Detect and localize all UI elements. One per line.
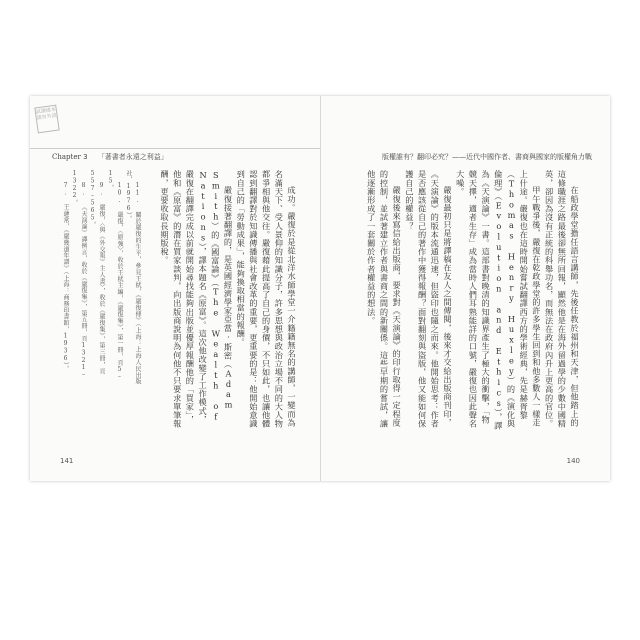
left-running-head: [52, 152, 168, 162]
page-number-left: 141: [60, 457, 74, 465]
header-rule: [30, 148, 320, 149]
footnote: 11. 關於嚴復的生平，參見王栻，《嚴復傳》（上海：上海人民出版社，1976）。: [125, 170, 141, 385]
footnotes: [62, 170, 142, 385]
left-body-text: [150, 170, 298, 430]
paragraph: 嚴復最初只是將譯稿在友人之間傳閱，後來才交給出版商刊印，《天演論》的版本流通迅速，但盜印也隨之而來。他開始思考：作者是否應該從自己的著作中獲得報酬？面對翻刻與盜版，他又能如何保護自己的權益？: [404, 170, 453, 428]
paragraph: 嚴復後來寫信給出版商，要求對《天演論》的印行取得一定程度的控制，並試著建立作者與書商之間的新關係。這些早期的嘗試，讓他逐漸形成了一套關於作者權益的想法。: [366, 170, 403, 428]
footnote: 8. 《天演論》譯例言，收於《嚴復集》，第五冊，頁1321–1322。: [71, 170, 87, 379]
page-number-right: 140: [566, 457, 580, 465]
book-spread: [30, 96, 610, 481]
paragraph: 成功。嚴復於是從北洋水師學堂一介籍籍無名的講師，一變而為名滿天下、受人景仰的知識分子，許多思想與政治立場不同的大人物都爭相與他交往。嚴復藉此提高了自己的身價，不只如此，也讓他體認到翻譯對於知識傳播與社會改革的重要，更重要的是：他開始意識到自己的「勞動成果」，能夠換取相當的報酬。: [236, 170, 297, 428]
right-running-head: 版權誰有？翻印必究？——近代中國作者、書商與國家的版權角力戰: [382, 153, 592, 161]
right-page: [321, 96, 610, 481]
footnote: 7. 王蘧常，《嚴幾道年譜》（上海：商務印書館，1936）。: [62, 182, 69, 372]
section-title: 「著書者永遠之利益」: [97, 153, 168, 161]
paragraph: 甲午戰爭後，嚴復在乾政學堂的許多學生回到和他多數人一樣走上什途。嚴復也在這時開始嘗試翻譯西方的學術經典，先是赫胥黎（Thomas Henry Huxley）的《演化與倫理》（Evolution and Ethics），譯為《天演論》一書。這部書對晚清的知識界產生了極大的衝擊，「物競天擇，適者生存」成為當時人們耳熟能詳的口號，嚴復也因此聲名大噪。: [455, 170, 542, 430]
paragraph: 在船政學堂擔任語言講師，先後任教於福州和天津，但他踏上的這條職涯之路最後卻無所回報，顯然他是在海外留過學的少數中國精英，卻因為沒有正統的科舉功名，而無法在政府內升上更高的官位。: [544, 170, 580, 428]
paragraph: 嚴復接著翻譯的，是英國經濟學家亞當·斯密（Adam Smith）的《國富論》（The Wealth of Nations），譯本題名《原富》。這次他改變了工作模式，嚴復在翻譯完成以前就開始尋找能夠出版並優厚報酬他的「買家」，他和《原富》的潛在買家談判，向出版商說明為何他不只要求單筆報酬，更要收取長期版稅。: [159, 170, 234, 428]
left-page: [30, 96, 320, 481]
footnote: 10. 嚴復，〈原強〉，收於王栻主編，《嚴復集》，第一冊，頁5–15。: [107, 170, 123, 381]
chapter-label: Chapter: [52, 153, 81, 161]
footnote: 9. 嚴復，〈與《外交報》主人書〉，收於《嚴復集》，第三冊，頁557–565。: [89, 170, 105, 375]
chapter-number: 3: [83, 153, 88, 161]
right-body-text: [349, 170, 581, 432]
sample-stamp: 試讀樣本 請勿外流: [34, 105, 59, 134]
